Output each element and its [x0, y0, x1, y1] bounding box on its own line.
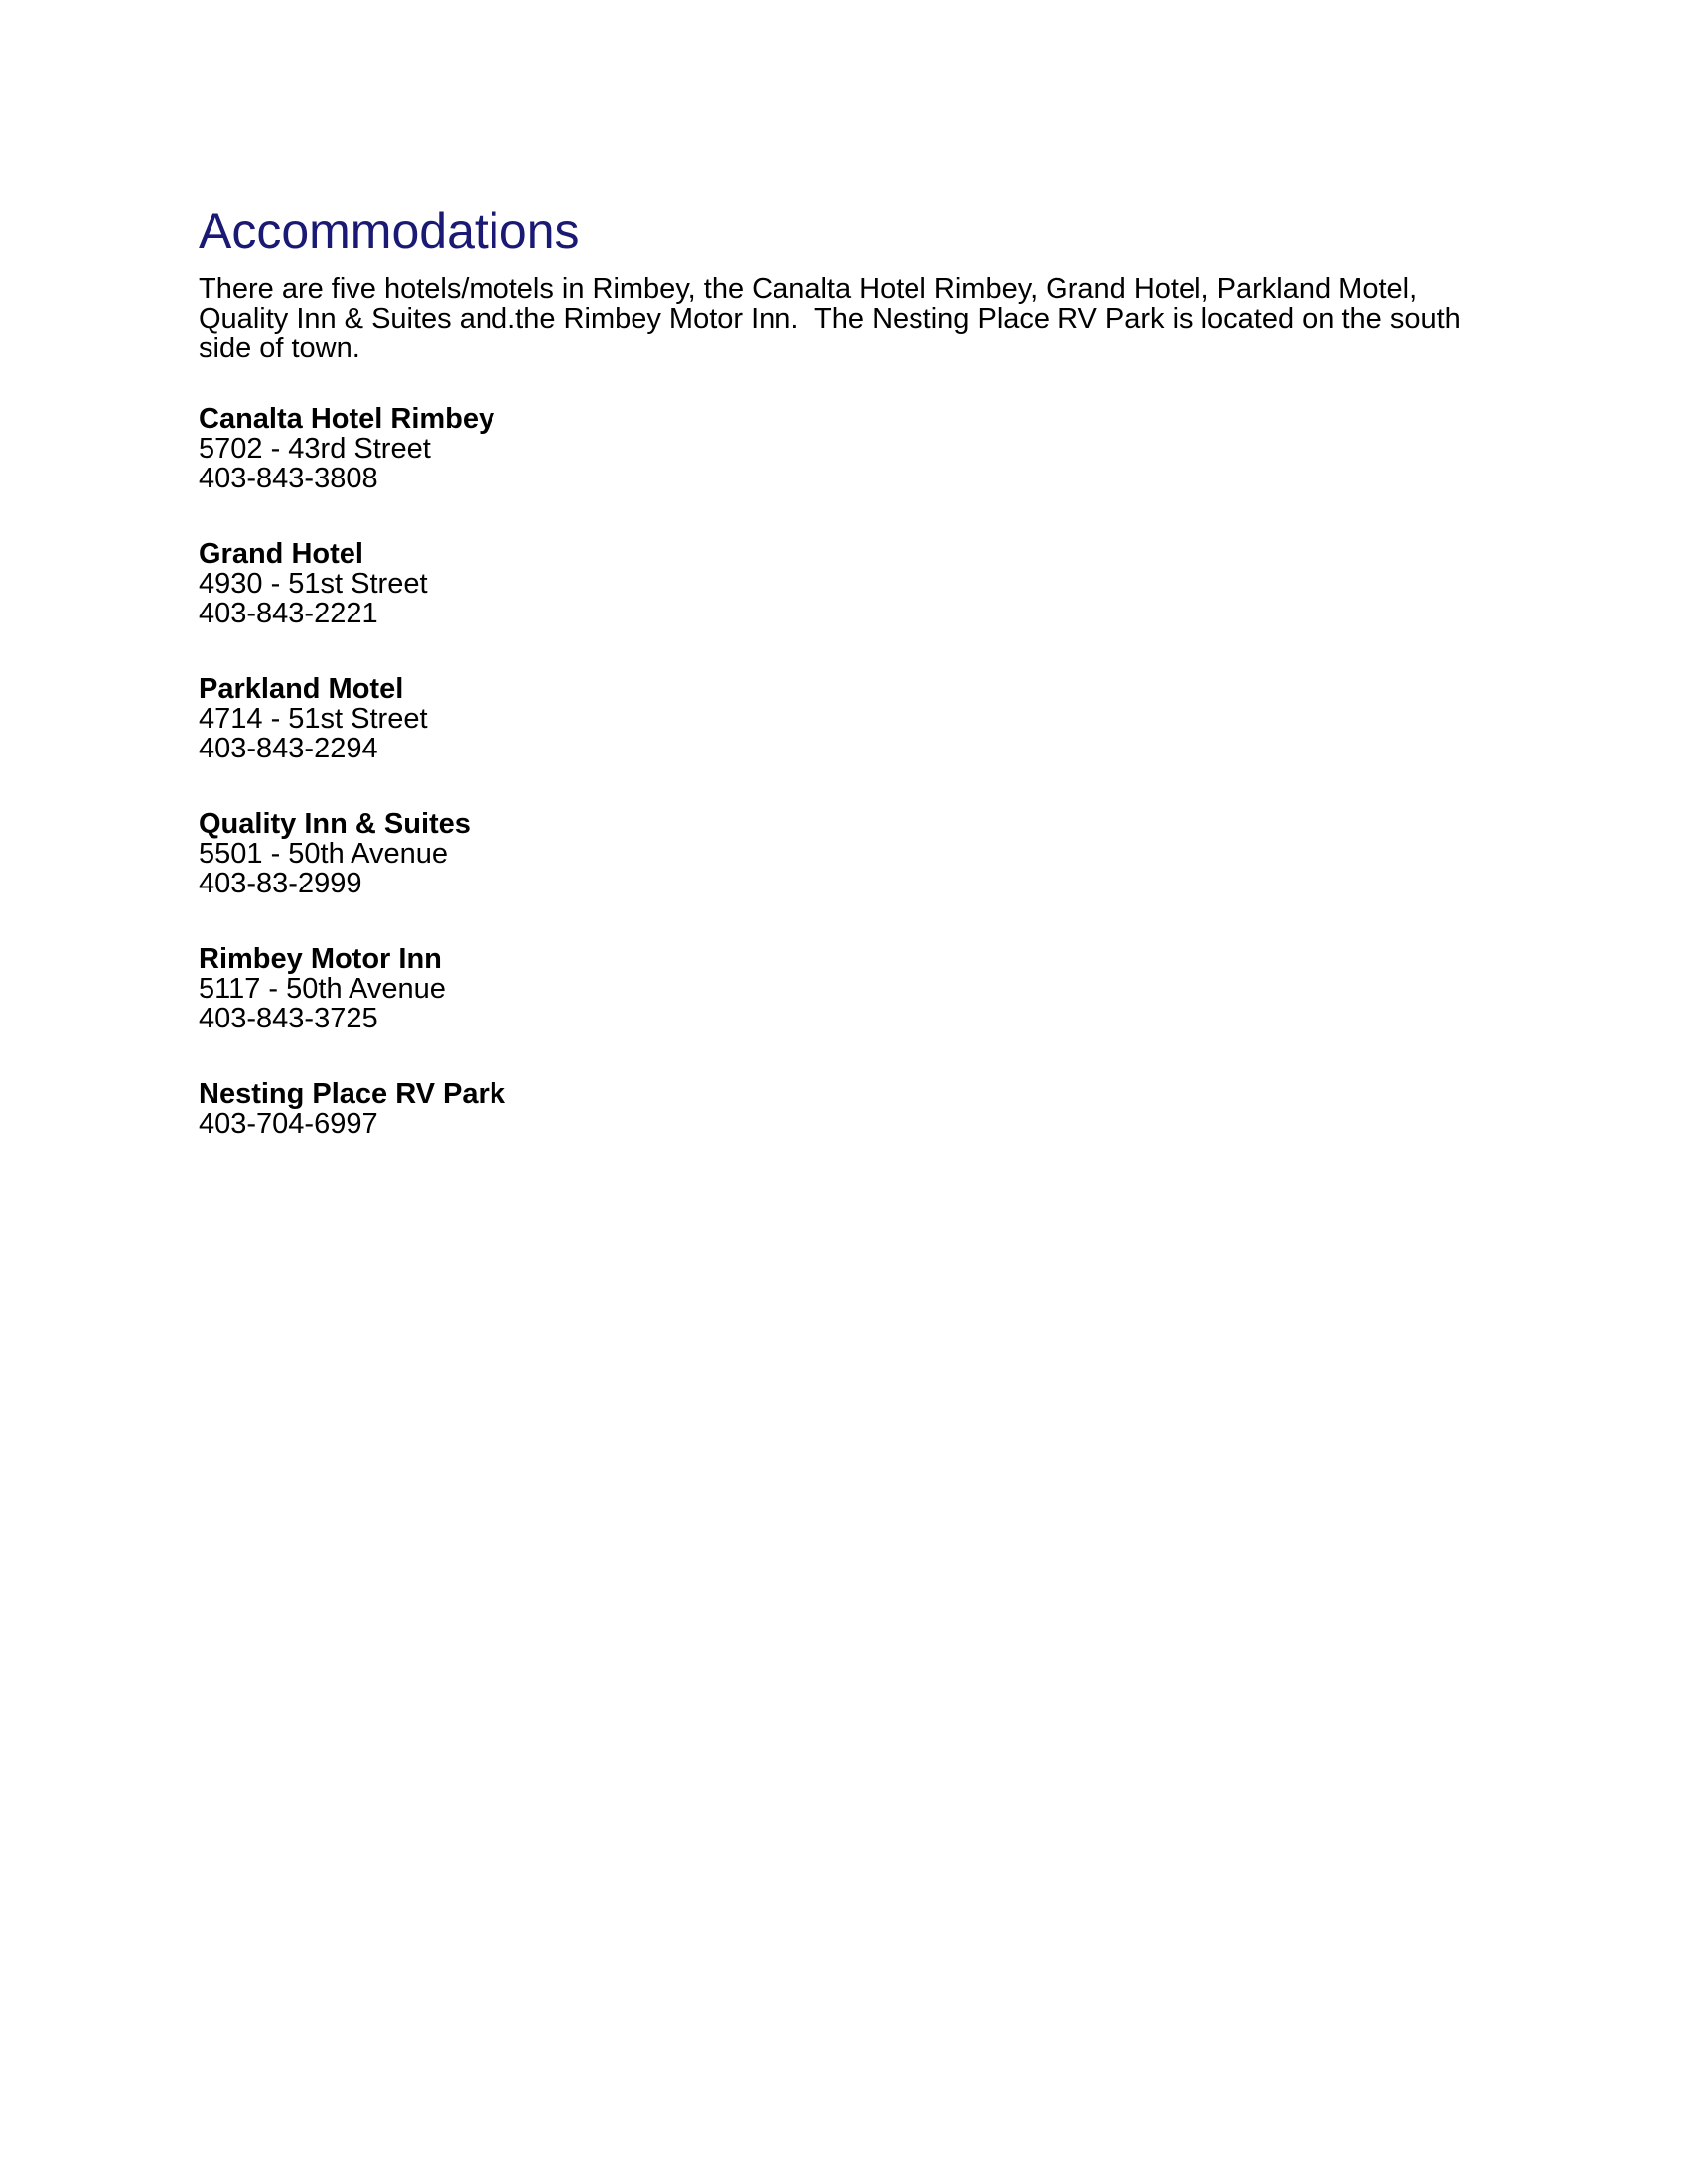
hotel-listing-canalta: [199, 404, 1499, 493]
hotel-address: 5501 - 50th Avenue: [199, 838, 449, 870]
hotel-listing-quality-inn: [199, 809, 1499, 898]
hotel-name: Grand Hotel: [199, 538, 363, 570]
hotel-address: 4930 - 51st Street: [199, 568, 428, 600]
hotel-name: Rimbey Motor Inn: [199, 943, 442, 975]
hotel-phone: 403-843-3808: [199, 463, 378, 494]
hotel-name: Nesting Place RV Park: [199, 1078, 505, 1110]
intro-paragraph: There are five hotels/motels in Rimbey, the Canalta Hotel Rimbey, Grand Hotel, Parkland Motel, Quality Inn & Suites and.the Rimbey Motor Inn. The Nesting Place RV Park is located on the south side of town.: [199, 273, 1469, 364]
hotel-name: Parkland Motel: [199, 673, 404, 705]
rv-park-listing-nesting-place: [199, 1079, 1499, 1139]
hotel-phone: 403-704-6997: [199, 1108, 378, 1140]
hotel-address: 5702 - 43rd Street: [199, 433, 431, 465]
hotel-phone: 403-83-2999: [199, 868, 362, 899]
hotel-address: 4714 - 51st Street: [199, 703, 428, 735]
hotel-name: Quality Inn & Suites: [199, 808, 471, 840]
hotel-address: 5117 - 50th Avenue: [199, 973, 446, 1005]
hotel-phone: 403-843-3725: [199, 1003, 378, 1034]
hotel-listing-grand: [199, 539, 1499, 628]
hotel-phone: 403-843-2294: [199, 733, 378, 764]
hotel-phone: 403-843-2221: [199, 598, 378, 629]
page-title: Accommodations: [199, 204, 580, 259]
hotel-listing-rimbey-motor-inn: [199, 944, 1499, 1033]
hotel-name: Canalta Hotel Rimbey: [199, 403, 495, 435]
hotel-listing-parkland: [199, 674, 1499, 763]
